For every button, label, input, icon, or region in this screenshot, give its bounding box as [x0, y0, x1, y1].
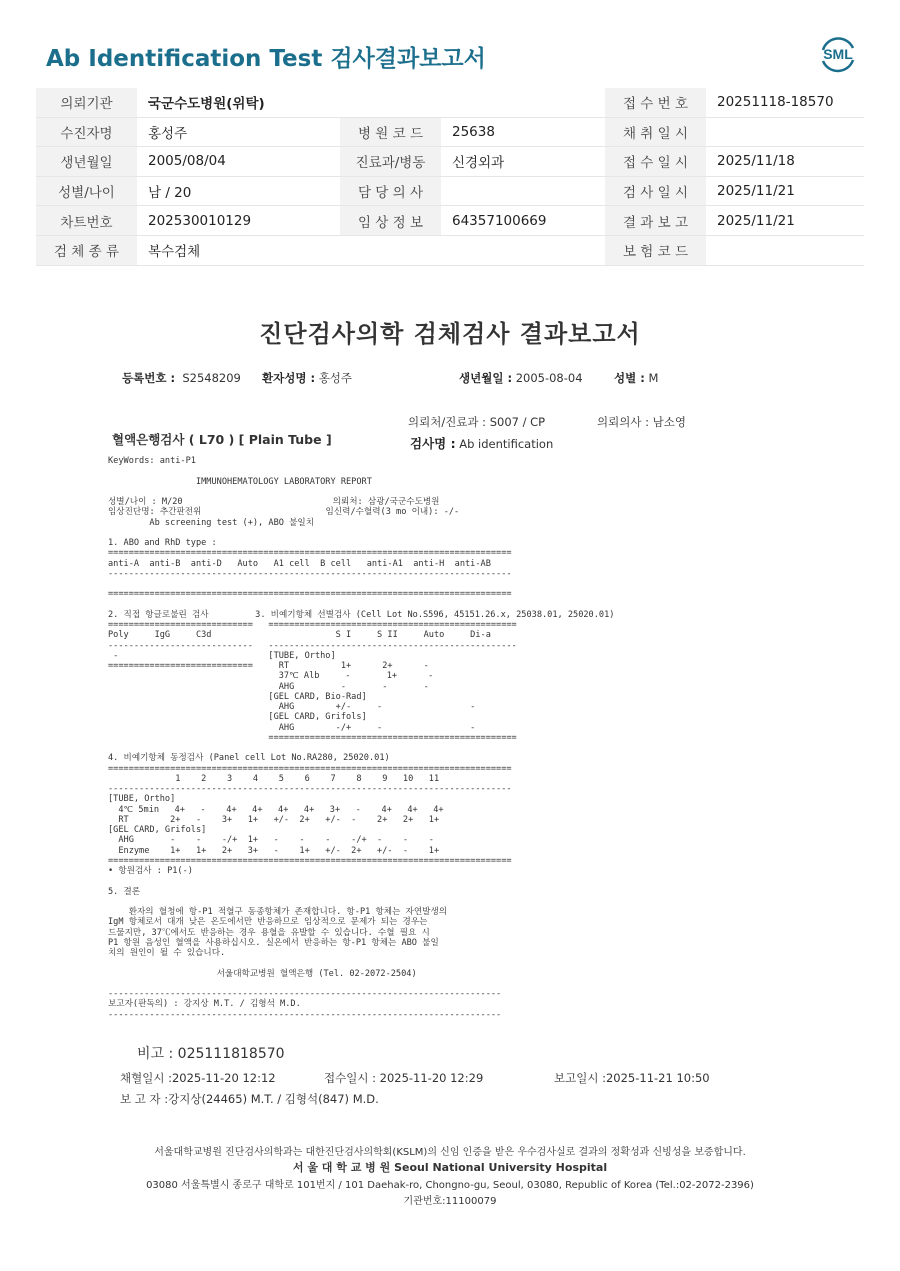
sex: 성별 : M	[614, 371, 659, 385]
info-label: 의뢰기관	[36, 88, 137, 117]
report-body: KeyWords: anti-P1 IMMUNOHEMATOLOGY LABORATORY REPORT 성별/나이 : M/20 의뢰처: 삼광/국군수도병원 임상진단명: 추간판전위 임신력/수혈력(3 mo 이내): -/- Ab screening test (+), ABO 불일치 1. ABO and RhD type : ============================================================================== anti-A anti-B anti-D Auto A1 cell B cell anti-A1 anti-H anti-AB ------------------------------------------------------------------------------ ============================================================================== 2. 직접 항글로불린 검사 3. 비예기항체 선별검사 (Cell Lot No.S596, 45151.26.x, 25038.01, 25020.01) ============================ ================================================ Poly IgG C3d S I S II Auto Di-a ---------------------------- ------------------------------------------------ - [TUBE, Ortho] ============================ RT 1+ 2+ - 37℃ Alb - 1+ - AHG - - - [GEL CARD, Bio-Rad] AHG +/- - - [GEL CARD, Grifols] AHG -/+ - - ================================================ 4. 비예기항체 동정검사 (Panel cell Lot No.RA280, 25020.01) ============================================================================== 1 2 3 4 5 6 7 8 9 10 11 ------------------------------------------------------------------------------ [TUBE, Ortho] 4℃ 5min 4+ - 4+ 4+ 4+ 4+ 3+ - 4+ 4+ 4+ RT 2+ - 3+ 1+ +/- 2+ +/- - 2+ 2+ 1+ [GEL CARD, Grifols] AHG - - -/+ 1+ - - - -/+ - - - Enzyme 1+ 1+ 2+ 3+ - 1+ +/- 2+ +/- - 1+ ============================================================================== • 항원검사 : P1(-) 5. 결론 환자의 혈청에 항-P1 적혈구 동종항체가 존재합니다. 항-P1 항체는 자연발생의 IgM 항체로서 대개 낮은 온도에서만 반응하므로 임상적으로 문제가 되는 경우는 드물지만, 37℃에서도 반응하는 경우 용혈을 유발할 수 있습니다. 수혈 필요 시 P1 항원 음성인 혈액을 사용하십시오. 실온에서 반응하는 항-P1 항체는 ABO 불일 치의 원인이 될 수 있습니다. 서울대학교병원 혈액은행 (Tel. 02-2072-2504) ---------------------------------------------------------------------------- 보고자(판독의) : 강지상 M.T. / 김형석 M.D. ----------------------------------------------------------------------------	[108, 456, 615, 1020]
reporter: 보 고 자 :강지상(24465) M.T. / 김형석(847) M.D.	[120, 1092, 379, 1106]
info-label: 채 취 일 시	[605, 117, 706, 147]
info-value: 홍성주	[137, 117, 340, 147]
patient-info-table	[36, 88, 864, 266]
report-title: 진단검사의학 검체검사 결과보고서	[259, 320, 641, 348]
page-title: Ab Identification Test 검사결과보고서	[46, 46, 486, 72]
info-value: 202530010129	[137, 206, 340, 236]
info-value: 2025/11/21	[706, 206, 864, 236]
info-label	[340, 235, 441, 265]
referring-department: 의뢰처/진료과 : S007 / CP	[408, 415, 546, 429]
info-value: 25638	[441, 117, 605, 147]
hospital-address: 03080 서울특별시 종로구 대학로 101번지 / 101 Daehak-ro, Chongno-gu, Seoul, 03080, Republic of Korea (Tel.:02-2072-2396)	[146, 1180, 754, 1191]
referring-doctor: 의뢰의사 : 남소영	[597, 415, 686, 429]
info-value: 남 / 20	[137, 176, 340, 206]
info-label: 접 수 번 호	[605, 88, 706, 117]
registration-number: 등록번호 : S2548209	[122, 371, 241, 385]
collection-time: 채혈일시 :2025-11-20 12:12	[120, 1071, 276, 1085]
info-label: 수진자명	[36, 117, 137, 147]
info-label: 생년월일	[36, 147, 137, 177]
info-row	[36, 88, 864, 117]
info-row	[36, 176, 864, 206]
info-row	[36, 117, 864, 147]
info-label: 검 사 일 시	[605, 176, 706, 206]
info-row	[36, 147, 864, 177]
institution-code: 기관번호:11100079	[403, 1196, 497, 1207]
test-name: 검사명 : Ab identification	[410, 436, 554, 451]
info-label: 검 체 종 류	[36, 235, 137, 265]
birth-date: 생년월일 : 2005-08-04	[459, 371, 583, 385]
info-value	[441, 88, 605, 117]
patient-name: 환자성명 : 홍성주	[262, 371, 353, 385]
receipt-time: 접수일시 : 2025-11-20 12:29	[324, 1071, 484, 1085]
info-value	[706, 235, 864, 265]
info-label: 병 원 코 드	[340, 117, 441, 147]
info-value: 신경외과	[441, 147, 605, 177]
info-value: 복수검체	[137, 235, 340, 265]
info-label	[340, 88, 441, 117]
info-label: 성별/나이	[36, 176, 137, 206]
info-label: 담 당 의 사	[340, 176, 441, 206]
test-group: 혈액은행검사 ( L70 ) [ Plain Tube ]	[112, 432, 332, 447]
info-value	[706, 117, 864, 147]
logo-text: SML	[823, 46, 853, 62]
info-value: 2025/11/18	[706, 147, 864, 177]
info-row	[36, 206, 864, 236]
sml-logo	[814, 30, 862, 78]
info-label: 차트번호	[36, 206, 137, 236]
info-value	[441, 176, 605, 206]
info-label: 임 상 정 보	[340, 206, 441, 236]
info-value: 20251118-18570	[706, 88, 864, 117]
info-value: 64357100669	[441, 206, 605, 236]
info-label: 보 험 코 드	[605, 235, 706, 265]
info-label: 결 과 보 고	[605, 206, 706, 236]
info-label: 접 수 일 시	[605, 147, 706, 177]
info-value: 2005/08/04	[137, 147, 340, 177]
remark: 비고 : 025111818570	[137, 1046, 285, 1062]
info-value: 2025/11/21	[706, 176, 864, 206]
info-value: 국군수도병원(위탁)	[137, 88, 340, 117]
certification-text: 서울대학교병원 진단검사의학과는 대한진단검사의학회(KSLM)의 신임 인증을 받은 우수검사실로 결과의 정확성과 신빙성을 보증합니다.	[154, 1147, 746, 1158]
report-time: 보고일시 :2025-11-21 10:50	[554, 1071, 710, 1085]
hospital-name: 서 울 대 학 교 병 원 Seoul National University Hospital	[292, 1161, 608, 1174]
info-value	[441, 235, 605, 265]
info-label: 진료과/병동	[340, 147, 441, 177]
info-row	[36, 235, 864, 265]
